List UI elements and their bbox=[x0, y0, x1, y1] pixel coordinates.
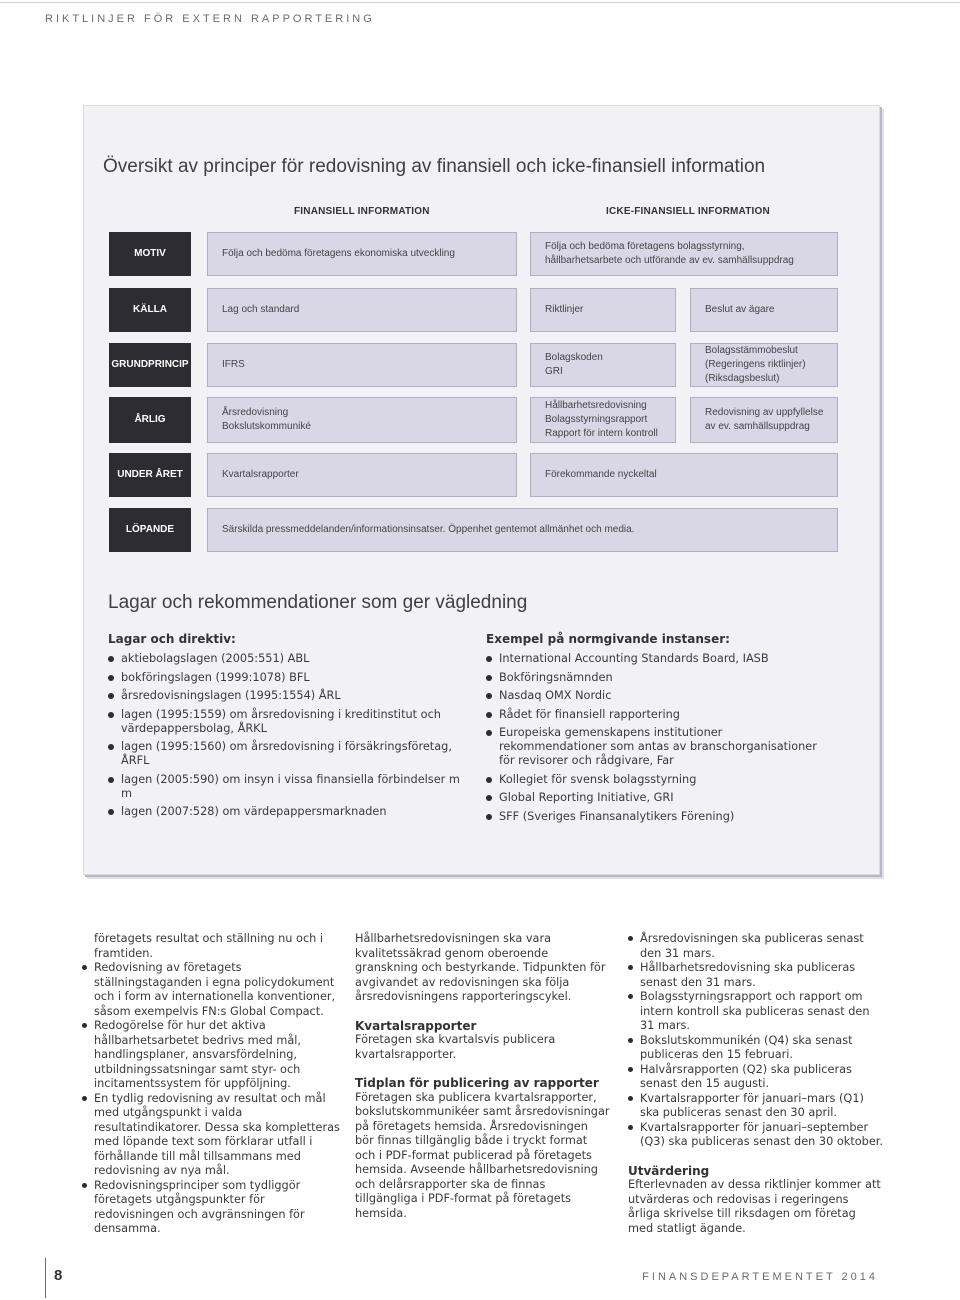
footer-rule bbox=[45, 1258, 46, 1298]
list-item: Redovisning av företagets ställningstaganden i egna policydokument och i form av internationella konventioner, såsom exempelvis FN:s Global Compact. bbox=[82, 961, 340, 1019]
row-label-arlig: ÅRLIG bbox=[109, 397, 191, 443]
motiv-nonfinancial-line1: Följa och bedöma företagens bolagsstyrning, bbox=[545, 241, 745, 252]
col2-paragraph-1: Hållbarhetsredovisningen ska vara kvalitetssäkrad genom oberoende granskning och bestyrkande. Tidpunkten för avgivandet av redovisningen ska följa årsredovisningens rapporteringscykel. bbox=[355, 932, 606, 1003]
col2-heading-1: Kvartalsrapporter bbox=[355, 1018, 477, 1033]
list-item: lagen (2005:590) om insyn i vissa finansiella förbindelser m m bbox=[108, 773, 468, 801]
arlig-c1-line2: Bokslutskommuniké bbox=[222, 421, 311, 432]
list-item: Rådet för finansiell rapportering bbox=[486, 708, 826, 722]
arlig-c2-line1: Hållbarhetsredovisning bbox=[545, 400, 647, 411]
kalla-c3: Beslut av ägare bbox=[690, 288, 838, 332]
grundprincip-c2-line1: Bolagskoden bbox=[545, 352, 603, 363]
row-label-lopande: LÖPANDE bbox=[109, 508, 191, 552]
grundprincip-c3-line1: Bolagsstämmobeslut bbox=[705, 345, 798, 356]
column-head-nonfinancial: ICKE-FINANSIELL INFORMATION bbox=[606, 206, 770, 217]
laws-left-head: Lagar och direktiv: bbox=[108, 632, 236, 646]
col2-paragraph-3: Företagen ska publicera kvartalsrapporter, bokslutskommunikéer samt årsredovisningar på företagets hemsida. Årsredovisningen bör finnas tillgänglig både i tryckt format och i PDF-format publicerad på företagets hemsida. Avseende hållbarhetsredovisning och delårsrapporter ska de finnas tillgängliga i PDF-format på företagets hemsida. bbox=[355, 1090, 610, 1220]
under-aret-c2: Förekommande nyckeltal bbox=[530, 453, 838, 497]
body-column-2 bbox=[355, 932, 610, 1221]
under-aret-c1: Kvartalsrapporter bbox=[207, 453, 517, 497]
col2-heading-2: Tidplan för publicering av rapporter bbox=[355, 1076, 599, 1090]
list-item: lagen (1995:1559) om årsredovisning i kreditinstitut och värdepappersbolag, ÅRKL bbox=[108, 708, 468, 736]
page-number: 8 bbox=[54, 1267, 63, 1284]
laws-right-head: Exempel på normgivande instanser: bbox=[486, 632, 730, 646]
list-item: Nasdaq OMX Nordic bbox=[486, 689, 826, 703]
col2-paragraph-2: Företagen ska kvartalsvis publicera kvartalsrapporter. bbox=[355, 1033, 556, 1061]
arlig-c1 bbox=[207, 397, 517, 443]
body-column-1 bbox=[82, 932, 340, 1237]
row-label-kalla: KÄLLA bbox=[109, 288, 191, 332]
list-item: aktiebolagslagen (2005:551) ABL bbox=[108, 652, 468, 666]
grundprincip-c3-line2: (Regeringens riktlinjer) bbox=[705, 359, 806, 370]
list-item: Europeiska gemenskapens institutioner rekommendationer som antas av branschorganisationer för revisorer och rådgivare, Far bbox=[486, 726, 826, 768]
grundprincip-c2-line2: GRI bbox=[545, 366, 563, 377]
grundprincip-c3-line3: (Riksdagsbeslut) bbox=[705, 373, 780, 384]
motiv-nonfinancial-line2: hållbarhetsarbete och utförande av ev. samhällsuppdrag bbox=[545, 255, 794, 266]
arlig-c3-line1: Redovisning av uppfyllelse bbox=[705, 407, 824, 418]
list-item: En tydlig redovisning av resultat och mål med utgångspunkt i valda resultatindikatorer. Dessa ska kompletteras med löpande text som förklarar utfall i förhållande till mål tillsammans med redovisning av nya mål. bbox=[82, 1092, 340, 1179]
row-label-under-aret: UNDER ÅRET bbox=[109, 453, 191, 497]
grundprincip-c3 bbox=[690, 343, 838, 387]
motiv-financial: Följa och bedöma företagens ekonomiska utveckling bbox=[207, 232, 517, 276]
list-item: Halvårsrapporten (Q2) ska publiceras senast den 15 augusti. bbox=[628, 1063, 883, 1092]
list-item: International Accounting Standards Board, IASB bbox=[486, 652, 826, 666]
list-item: årsredovisningslagen (1995:1554) ÅRL bbox=[108, 689, 468, 703]
list-item: Årsredovisningen ska publiceras senast den 31 mars. bbox=[628, 932, 883, 961]
col1-continuation: företagets resultat och ställning nu och i framtiden. bbox=[94, 932, 324, 960]
running-header: RIKTLINJER FÖR EXTERN RAPPORTERING bbox=[45, 13, 375, 25]
motiv-nonfinancial bbox=[530, 232, 838, 276]
top-rule bbox=[0, 2, 960, 3]
grundprincip-c2 bbox=[530, 343, 676, 387]
list-item: Kvartalsrapporter för januari–september (Q3) ska publiceras senast den 30 oktober. bbox=[628, 1121, 883, 1150]
list-item: Hållbarhetsredovisning ska publiceras senast den 31 mars. bbox=[628, 961, 883, 990]
arlig-c3-line2: av ev. samhällsuppdrag bbox=[705, 421, 810, 432]
laws-right bbox=[486, 632, 826, 828]
footer-publisher: FINANSDEPARTEMENTET 2014 bbox=[642, 1271, 878, 1283]
column-head-financial: FINANSIELL INFORMATION bbox=[294, 206, 430, 217]
lopande-c1: Särskilda pressmeddelanden/informationsinsatser. Öppenhet gentemot allmänhet och media. bbox=[207, 508, 838, 552]
list-item: bokföringslagen (1999:1078) BFL bbox=[108, 671, 468, 685]
list-item: Kvartalsrapporter för januari–mars (Q1) ska publiceras senast den 30 april. bbox=[628, 1092, 883, 1121]
col3-paragraph-1: Efterlevnaden av dessa riktlinjer kommer att utvärderas och redovisas i regeringens årliga skrivelse till riksdagen om företag med statligt ägande. bbox=[628, 1178, 881, 1235]
laws-title: Lagar och rekommendationer som ger vägledning bbox=[108, 592, 528, 613]
list-item: Bokföringsnämnden bbox=[486, 671, 826, 685]
row-label-grundprincip: GRUNDPRINCIP bbox=[109, 343, 191, 387]
body-column-3 bbox=[628, 932, 883, 1236]
col3-heading-1: Utvärdering bbox=[628, 1163, 710, 1178]
list-item: SFF (Sveriges Finansanalytikers Förening) bbox=[486, 810, 826, 824]
overview-title: Översikt av principer för redovisning av finansiell och icke-finansiell information bbox=[103, 156, 766, 177]
row-label-motiv: MOTIV bbox=[109, 232, 191, 276]
list-item: Redogörelse för hur det aktiva hållbarhetsarbetet bedrivs med mål, handlingsplaner, ansvarsfördelning, utbildningssatsningar samt styr- och incitamentssystem för uppföljning. bbox=[82, 1019, 340, 1092]
list-item: Redovisningsprinciper som tydliggör företagets utgångspunkter för redovisningen och avgränsningen för densamma. bbox=[82, 1179, 340, 1237]
list-item: lagen (1995:1560) om årsredovisning i försäkringsföretag, ÅRFL bbox=[108, 740, 468, 768]
laws-left bbox=[108, 632, 468, 824]
arlig-c2 bbox=[530, 397, 676, 443]
list-item: Bolagsstyrningsrapport och rapport om intern kontroll ska publiceras senast den 31 mars. bbox=[628, 990, 883, 1034]
list-item: Global Reporting Initiative, GRI bbox=[486, 791, 826, 805]
list-item: lagen (2007:528) om värdepappersmarknaden bbox=[108, 805, 468, 819]
arlig-c3 bbox=[690, 397, 838, 443]
arlig-c1-line1: Årsredovisning bbox=[222, 407, 289, 418]
kalla-c1: Lag och standard bbox=[207, 288, 517, 332]
list-item: Kollegiet för svensk bolagsstyrning bbox=[486, 773, 826, 787]
arlig-c2-line2: Bolagsstyrningsrapport bbox=[545, 414, 648, 425]
arlig-c2-line3: Rapport för intern kontroll bbox=[545, 428, 658, 439]
grundprincip-c1: IFRS bbox=[207, 343, 517, 387]
list-item: Bokslutskommunikén (Q4) ska senast publiceras den 15 februari. bbox=[628, 1034, 883, 1063]
kalla-c2: Riktlinjer bbox=[530, 288, 676, 332]
